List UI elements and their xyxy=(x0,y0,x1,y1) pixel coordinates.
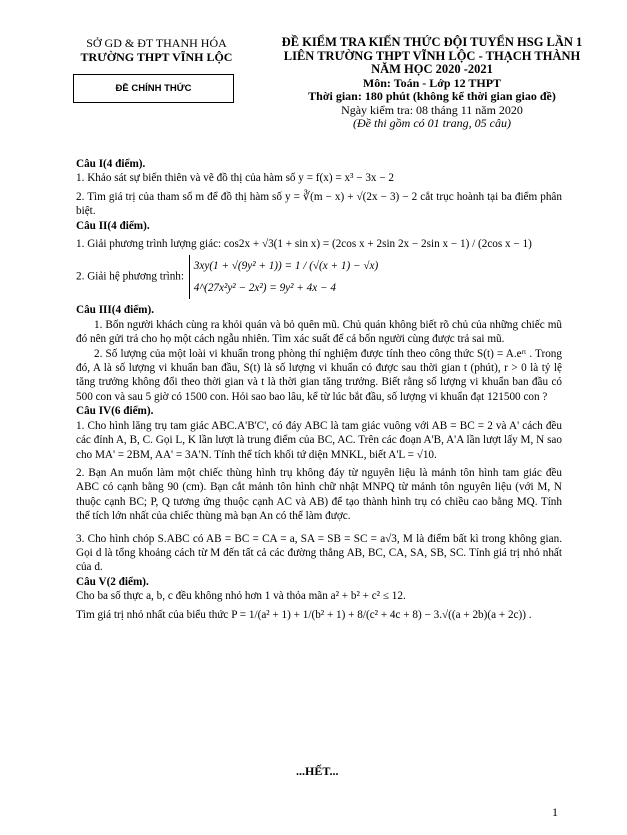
exam-body xyxy=(76,157,562,622)
equation-2: 4^(27x²y² − 2x²) = 9y² + 4x − 4 xyxy=(193,282,336,295)
page-number: 1 xyxy=(552,805,558,819)
exam-title: ĐỀ KIỂM TRA KIẾN THỨC ĐỘI TUYỂN HSG LẦN 1 xyxy=(281,35,583,49)
question-4-part-1: 1. Cho hình lăng trụ tam giác ABC.A'B'C', có đáy ABC là tam giác vuông với AB = BC = 2 và A' cách đều các đỉnh A, B, C. Gọi L, K lần lượt là trung điểm của BC, AC. Trên các đoạn A'B, A'A lần lượt lấy M, N sao cho MA' = 2BM, AA' = 3A'N. Tính thể tích khối tứ diện MNKL, biết A'L = √10. xyxy=(76,419,562,461)
exam-note: (Đề thi gồm có 01 trang, 05 câu) xyxy=(353,116,511,130)
question-3-part-2: 2. Số lượng của một loài vi khuẩn trong phòng thí nghiệm được tính theo công thức S(t) = A.eʳᵗ . Trong đó, A là số lượng vi khuẩn ban đầu, S(t) là số lượng vi khuẩn có được sau thời gian t (phút), r > 0 là tỷ lệ tăng trưởng không đổi theo thời gian và t là thời gian tăng trưởng. Biết rằng số lượng vi khuẩn ban đầu có 500 con và sau 5 giờ có 1500 con. Hỏi sao bao lâu, kể từ lúc bắt đầu, số lượng vi khuẩn đạt 121500 con ? xyxy=(76,347,562,403)
header-right xyxy=(272,36,592,131)
subject: Môn: Toán - Lớp 12 THPT xyxy=(362,75,502,90)
department-name: SỞ GD & ĐT THANH HÓA xyxy=(86,36,227,50)
question-3-title: Câu III(4 điểm). xyxy=(76,304,155,317)
header-left xyxy=(44,36,269,78)
school-name: TRƯỜNG THPT VĨNH LỘC xyxy=(80,50,233,64)
question-5-title: Câu V(2 điểm). xyxy=(76,575,149,588)
question-4-part-2: 2. Bạn An muốn làm một chiếc thùng hình trụ không đáy từ nguyên liệu là mảnh tôn hình tam giác đều ABC có cạnh bằng 90 (cm). Bạn cắt mảnh tôn hình chữ nhật MNPQ từ mảnh tôn nguyên liệu (với M, N thuộc cạnh BC; P, Q tương ứng thuộc cạnh AC và AB) để tạo thành hình trụ có chiều cao bằng MQ. Tính thể tích lớn nhất của chiếc thùng mà bạn An có thể làm được. xyxy=(76,466,562,523)
question-2-part-2 xyxy=(76,255,562,299)
question-5-part-1: Cho ba số thực a, b, c đều không nhỏ hơn 1 và thỏa mãn a² + b² + c² ≤ 12. xyxy=(76,590,406,603)
official-stamp: ĐỀ CHÍNH THỨC xyxy=(73,74,234,103)
end-marker: ...HẾT... xyxy=(296,764,339,778)
question-4-part-3: 3. Cho hình chóp S.ABC có AB = BC = CA = a, SA = SB = SC = a√3, M là điểm bất kì trong không gian. Gọi d là tổng khoảng cách từ M đến tất cả các đường thẳng AB, BC, CA, SA, SB, SC. Tính giá trị nhỏ nhất của d. xyxy=(76,532,562,574)
exam-schools: LIÊN TRƯỜNG THPT VĨNH LỘC - THẠCH THÀNH xyxy=(283,48,581,63)
question-2-part-1: 1. Giải phương trình lượng giác: cos2x + √3(1 + sin x) = (2cos x + 2sin 2x − 2sin x − 1) / (2cos x − 1) xyxy=(76,238,532,251)
system-label: 2. Giải hệ phương trình: xyxy=(76,271,184,284)
question-1-part-2: 2. Tìm giá trị của tham số m để đồ thị hàm số y = ∛(m − x) + √(2x − 3) − 2 cắt trục hoành tại ba điểm phân biệt. xyxy=(76,190,562,218)
exam-date: Ngày kiểm tra: 08 tháng 11 năm 2020 xyxy=(341,102,523,117)
question-1-title: Câu I(4 điểm). xyxy=(76,158,146,170)
question-1-part-1: 1. Khảo sát sự biến thiên và vẽ đồ thị của hàm số y = f(x) = x³ − 3x − 2 xyxy=(76,172,395,185)
equation-1: 3xy(1 + √(9y² + 1)) = 1 / (√(x + 1) − √x) xyxy=(193,260,379,273)
question-3-part-1: 1. Bốn người khách cùng ra khỏi quán và bỏ quên mũ. Chủ quán không biết rõ chủ của những chiếc mũ đó nên gửi trả cho họ một cách ngẫu nhiên. Tìm xác suất để cả bốn người cùng được trả sai mũ. xyxy=(76,318,562,346)
exam-time: Thời gian: 180 phút (không kể thời gian giao đề) xyxy=(308,89,556,103)
equation-system xyxy=(189,255,378,299)
question-5-part-2: Tìm giá trị nhỏ nhất của biểu thức P = 1/(a² + 1) + 1/(b² + 1) + 8/(c² + 4c + 8) − 3.√((a + 2b)(a + 2c)) . xyxy=(76,608,532,621)
school-year: NĂM HỌC 2020 -2021 xyxy=(371,62,493,76)
question-2-title: Câu II(4 điểm). xyxy=(76,219,150,232)
question-4-title: Câu IV(6 điểm). xyxy=(76,405,154,418)
